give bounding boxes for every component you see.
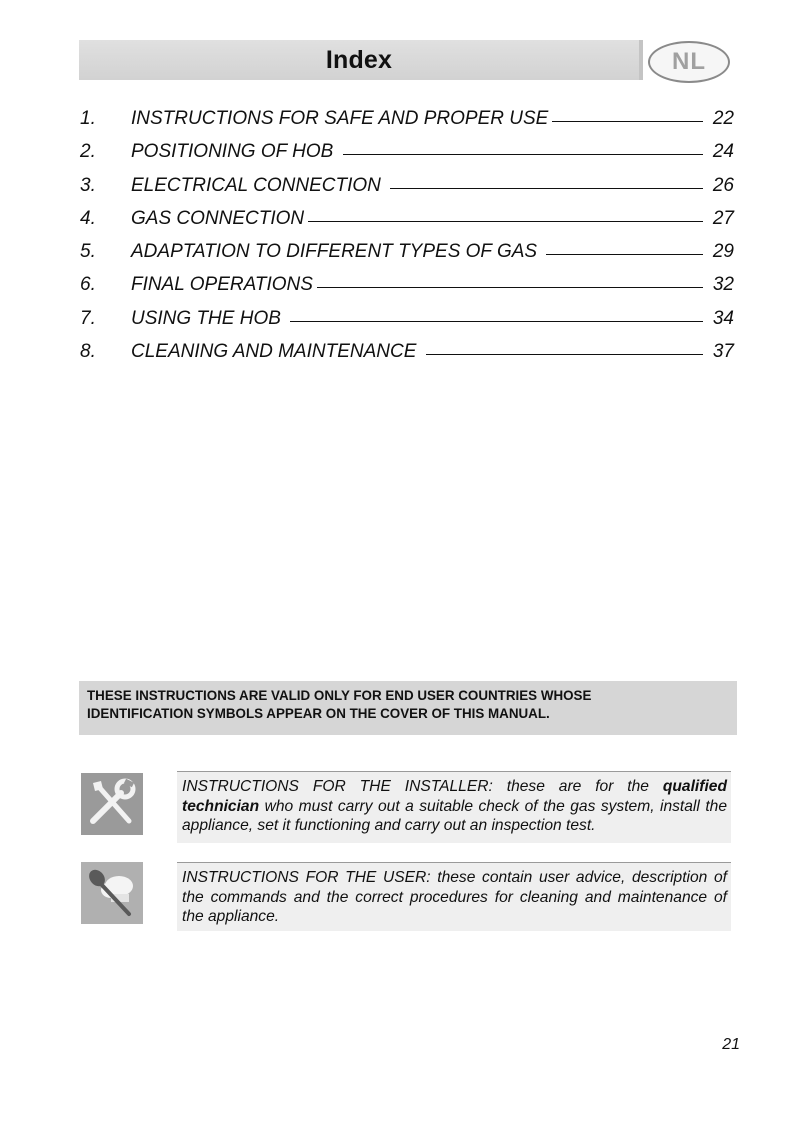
- page-title: Index: [325, 45, 393, 74]
- toc-page: 26: [712, 174, 734, 196]
- toc-entry[interactable]: [80, 341, 734, 374]
- toc-page: 32: [712, 274, 734, 296]
- toc-number: 1.: [80, 108, 96, 129]
- toc-title: INSTRUCTIONS FOR SAFE AND PROPER USE: [131, 108, 549, 129]
- toc-number: 7.: [80, 307, 96, 329]
- toc-page: 22: [712, 108, 734, 129]
- toc-title: ADAPTATION TO DIFFERENT TYPES OF GAS: [131, 241, 543, 263]
- installer-instructions: [177, 771, 731, 843]
- toc-leader: [317, 287, 703, 288]
- toc-entry[interactable]: [80, 141, 734, 174]
- validity-notice: [79, 681, 737, 735]
- installer-qualified-technician: qualified technician: [182, 778, 727, 815]
- toc-title: USING THE HOB: [131, 307, 287, 329]
- toc-number: 8.: [80, 341, 96, 363]
- toc-leader: [290, 321, 703, 322]
- header-bar: [79, 40, 643, 80]
- page-number: 21: [722, 1036, 740, 1053]
- toc-number: 2.: [80, 141, 96, 163]
- toc-entry[interactable]: [80, 308, 734, 341]
- toc-page: 34: [712, 307, 734, 329]
- toc-page: 24: [712, 141, 734, 163]
- toc-entry[interactable]: [80, 175, 734, 208]
- toc-entry[interactable]: [80, 274, 734, 307]
- toc-leader: [546, 254, 703, 255]
- table-of-contents: [80, 108, 734, 374]
- toc-leader: [426, 354, 703, 355]
- toc-page: 37: [712, 341, 734, 363]
- toc-leader: [308, 221, 703, 222]
- user-text: INSTRUCTIONS FOR THE USER: these contain user advice, description of the commands and the correct procedures for cleaning and maintenance of the appliance.: [182, 869, 727, 925]
- validity-notice-line: IDENTIFICATION SYMBOLS APPEAR ON THE COVER OF THIS MANUAL.: [87, 706, 550, 721]
- tools-icon: [81, 773, 143, 835]
- toc-page: 27: [712, 207, 734, 229]
- toc-title: ELECTRICAL CONNECTION: [131, 174, 387, 196]
- toc-leader: [552, 121, 703, 122]
- validity-notice-line: THESE INSTRUCTIONS ARE VALID ONLY FOR END USER COUNTRIES WHOSE: [87, 688, 592, 703]
- toc-page: 29: [712, 241, 734, 263]
- installer-text-rest: who must carry out a suitable check of the gas system, install the appliance, set it functioning and carry out an inspection test.: [182, 797, 727, 834]
- user-instructions: [177, 862, 731, 931]
- toc-leader: [390, 188, 703, 189]
- toc-title: CLEANING AND MAINTENANCE: [131, 341, 422, 363]
- toc-entry[interactable]: [80, 241, 734, 274]
- installer-text: INSTRUCTIONS FOR THE INSTALLER: these are for the: [182, 778, 663, 795]
- toc-leader: [343, 154, 703, 155]
- toc-number: 3.: [80, 174, 96, 196]
- toc-title: POSITIONING OF HOB: [131, 141, 339, 163]
- toc-title: GAS CONNECTION: [131, 207, 305, 229]
- toc-entry[interactable]: [80, 208, 734, 241]
- toc-entry[interactable]: [80, 108, 734, 141]
- toc-title: FINAL OPERATIONS: [131, 274, 313, 296]
- chef-spoon-icon: [81, 862, 143, 924]
- language-badge: NL: [648, 41, 730, 83]
- toc-number: 4.: [80, 207, 96, 229]
- toc-number: 6.: [80, 274, 96, 296]
- toc-number: 5.: [80, 241, 96, 263]
